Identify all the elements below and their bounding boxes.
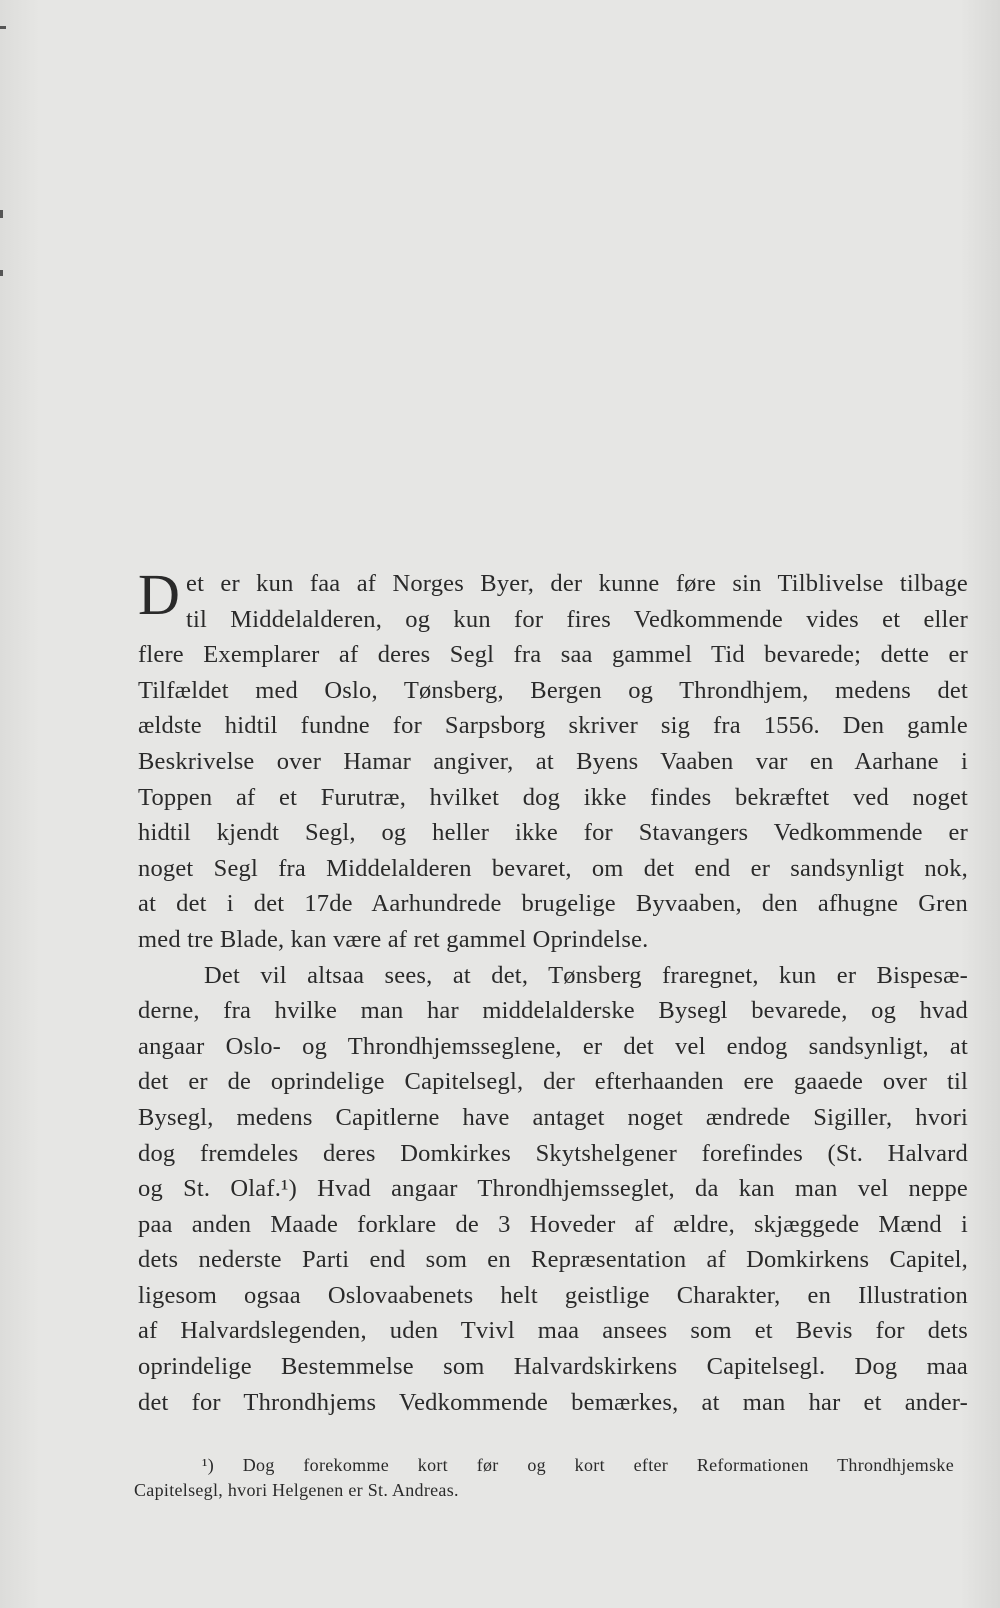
text-line: med tre Blade, kan være af ret gammel Oprindelse. xyxy=(138,925,649,953)
text-line: angaar Oslo- og Throndhjemsseglene, er det vel endog sandsynligt, at xyxy=(138,1032,968,1060)
paragraph xyxy=(138,958,968,1421)
text-line: det for Throndhjems Vedkommende bemærkes, at man har et ander- xyxy=(138,1388,968,1416)
text-line: Tilfældet med Oslo, Tønsberg, Bergen og Throndhjem, medens det xyxy=(138,676,968,704)
text-line: Toppen af et Furutræ, hvilket dog ikke findes bekræftet ved noget xyxy=(138,783,968,811)
text-line: af Halvardslegenden, uden Tvivl maa ansees som et Bevis for dets xyxy=(138,1317,968,1345)
text-line: og St. Olaf.¹) Hvad angaar Throndhjemsseglet, da kan man vel neppe xyxy=(138,1175,968,1203)
footnote xyxy=(134,1453,954,1503)
scan-edge-mark xyxy=(0,26,6,29)
text-line: Det vil altsaa sees, at det, Tønsberg fraregnet, kun er Bispesæ- xyxy=(204,961,968,989)
paragraph xyxy=(138,562,968,958)
text-line: hidtil kjendt Segl, og heller ikke for Stavangers Vedkommende er xyxy=(138,819,968,847)
text-line: et er kun faa af Norges Byer, der kunne føre sin Tilblivelse tilbage xyxy=(186,570,968,597)
footnote-line: Capitelsegl, hvori Helgenen er St. Andreas. xyxy=(134,1480,459,1500)
text-line: oprindelige Bestemmelse som Halvardskirkens Capitelsegl. Dog maa xyxy=(138,1353,968,1381)
body-text xyxy=(138,562,968,1420)
text-line: derne, fra hvilke man har middelalderske Bysegl bevarede, og hvad xyxy=(138,997,968,1025)
text-line: ældste hidtil fundne for Sarpsborg skriver sig fra 1556. Den gamle xyxy=(138,712,968,740)
text-line: noget Segl fra Middelalderen bevaret, om det end er sandsynligt nok, xyxy=(138,854,968,882)
text-line: dog fremdeles deres Domkirkes Skytshelgener forefindes (St. Halvard xyxy=(138,1139,968,1167)
scan-edge-mark xyxy=(0,210,3,218)
text-line: ligesom ogsaa Oslovaabenets helt geistlige Charakter, en Illustration xyxy=(138,1281,968,1309)
footnote-line: ¹) Dog forekomme kort før og kort efter Reformationen Throndhjemske xyxy=(202,1455,954,1475)
text-line: det er de oprindelige Capitelsegl, der efterhaanden ere gaaede over til xyxy=(138,1068,968,1096)
text-line: dets nederste Parti end som en Repræsentation af Domkirkens Capitel, xyxy=(138,1246,968,1274)
text-line: Beskrivelse over Hamar angiver, at Byens Vaaben var en Aarhane i xyxy=(138,747,968,775)
text-line: at det i det 17de Aarhundrede brugelige Byvaaben, den afhugne Gren xyxy=(138,890,968,918)
text-line: flere Exemplarer af deres Segl fra saa gammel Tid bevarede; dette er xyxy=(138,641,968,669)
drop-cap-initial: D xyxy=(138,562,180,627)
scan-edge-mark xyxy=(0,270,3,276)
text-line: Bysegl, medens Capitlerne have antaget noget ændrede Sigiller, hvori xyxy=(138,1103,968,1131)
text-line: til Middelalderen, og kun for fires Vedkommende vides et eller xyxy=(186,605,968,633)
text-line: paa anden Maade forklare de 3 Hoveder af ældre, skjæggede Mænd i xyxy=(138,1210,968,1238)
